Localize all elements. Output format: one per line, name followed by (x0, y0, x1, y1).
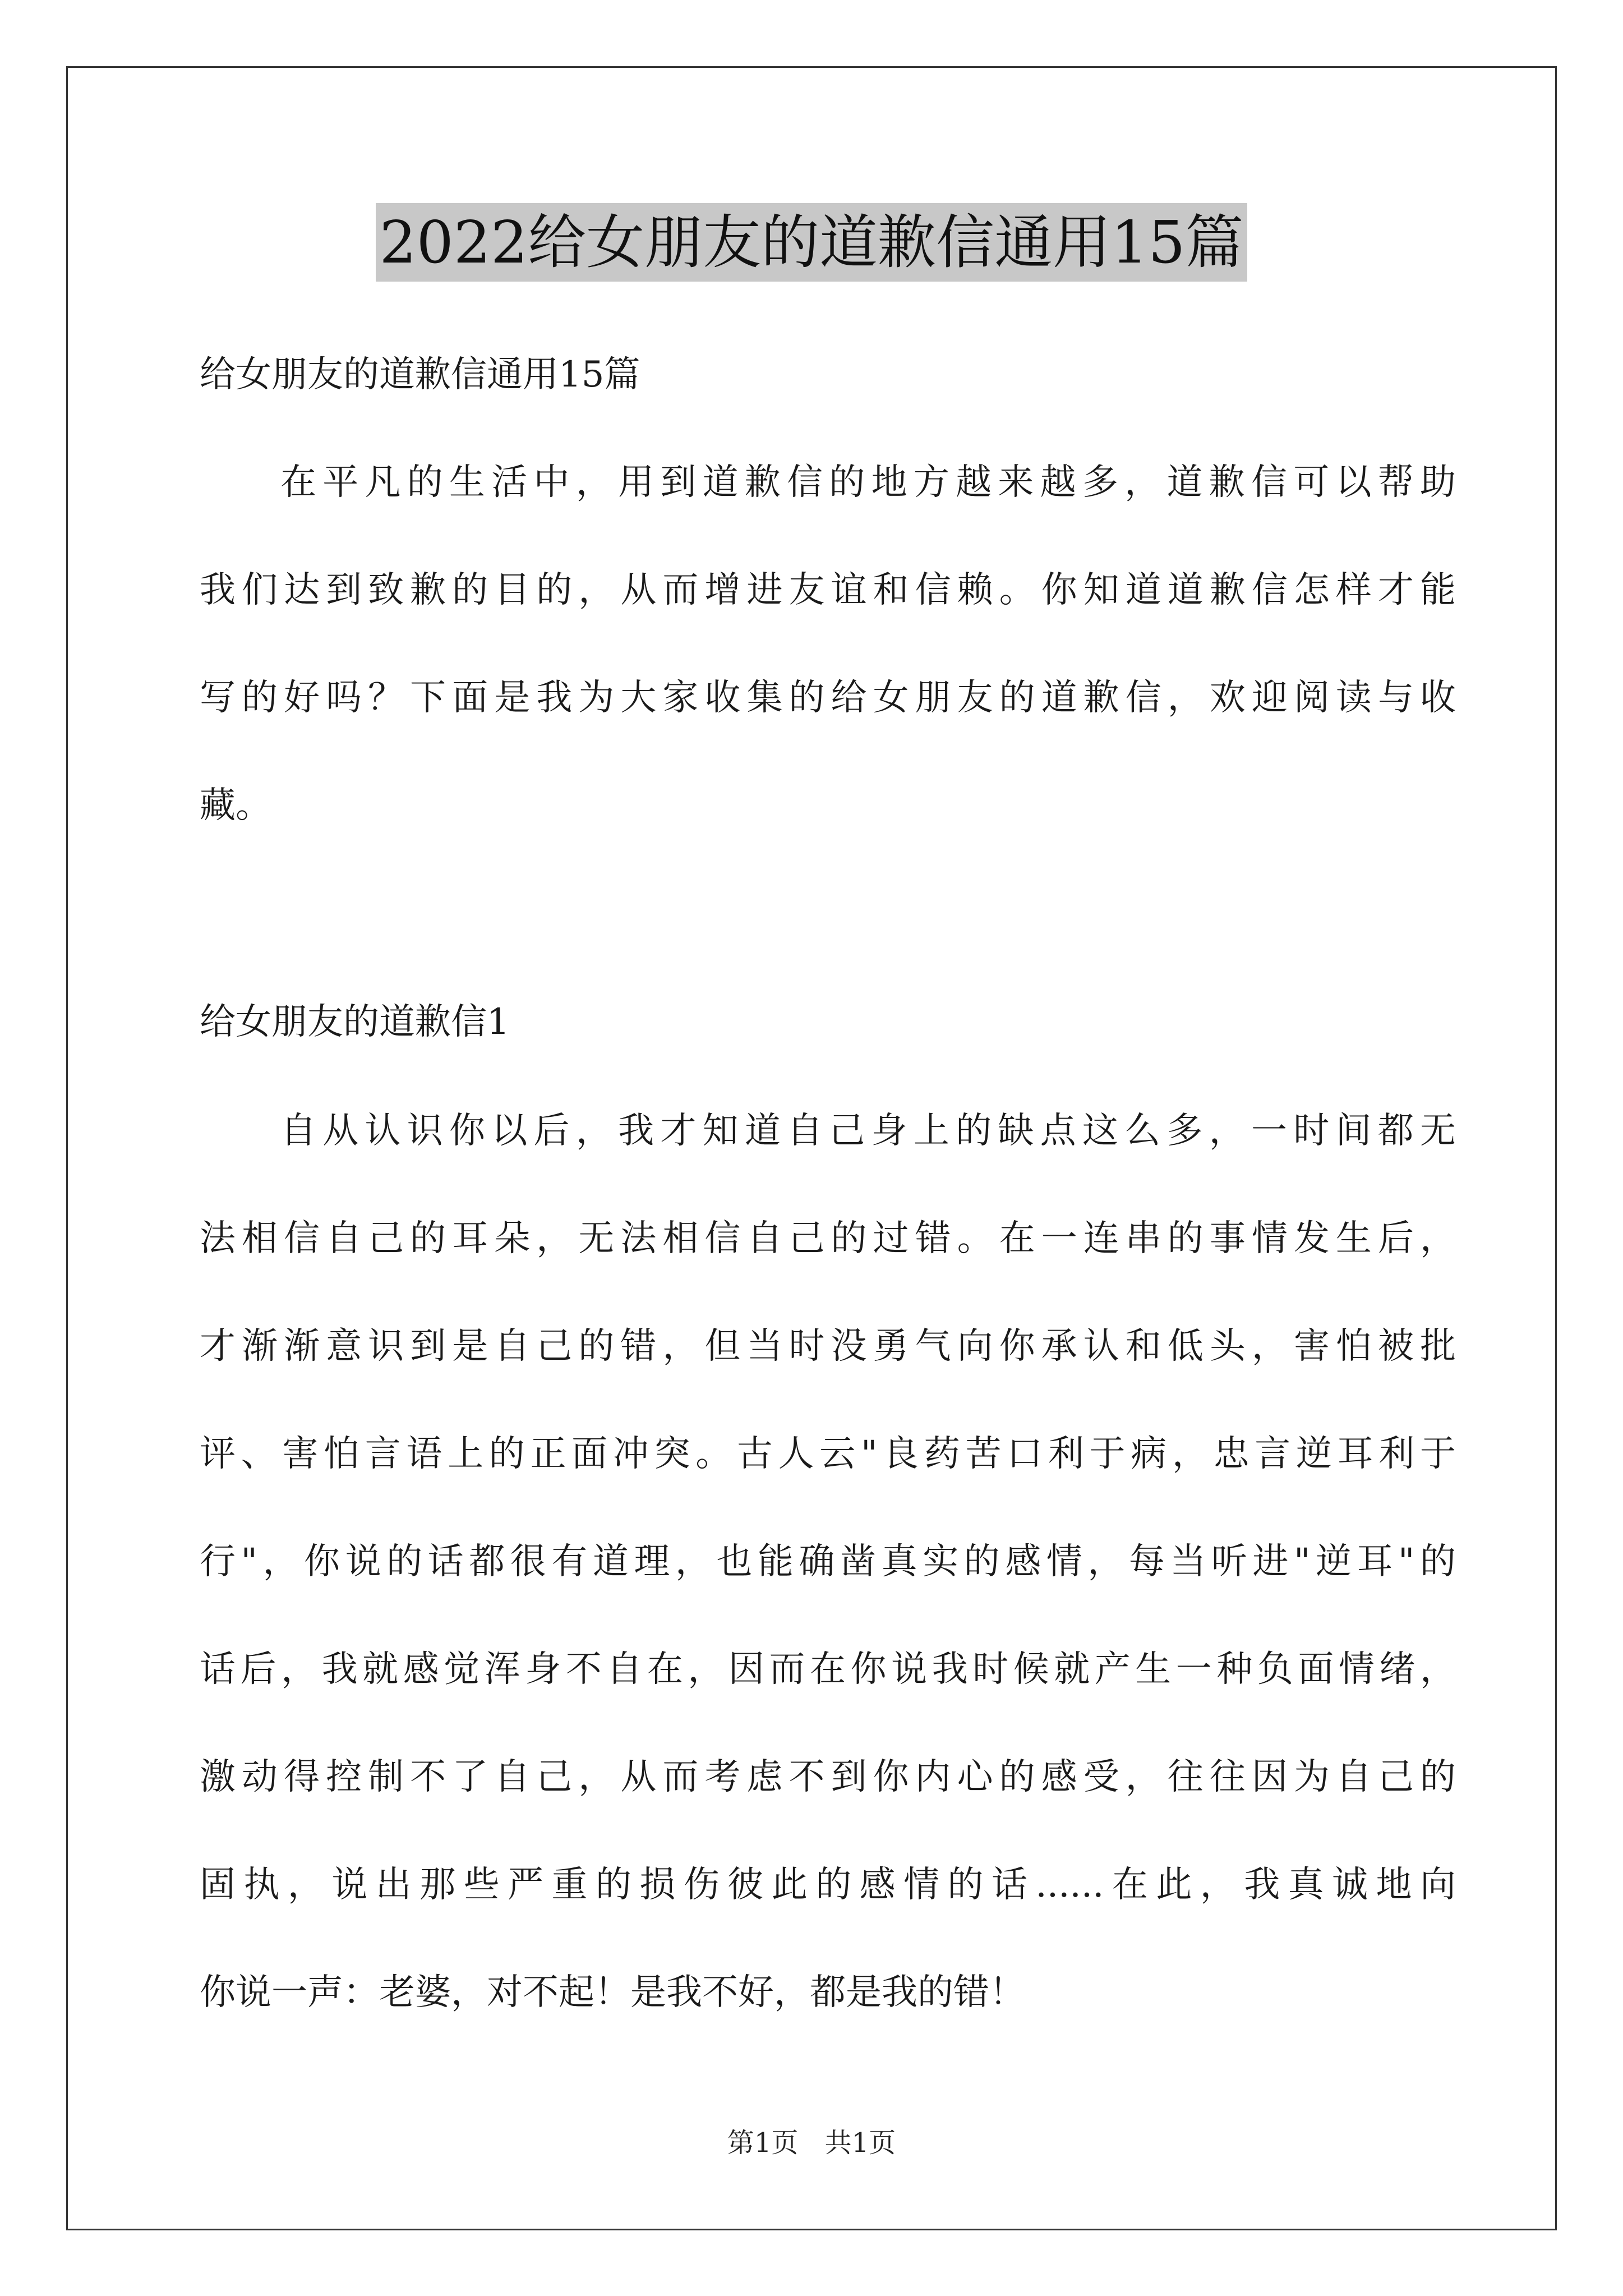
document-subtitle: 给女朋友的道歉信通用15篇 (200, 354, 640, 395)
title-container (0, 203, 1623, 282)
intro-line: 藏。 (200, 785, 271, 826)
page-total: 共1页 (824, 2127, 896, 2159)
intro-line: 在平凡的生活中，用到道歉信的地方越来越多，道歉信可以帮助 (280, 462, 1456, 503)
page-number: 第1页 (727, 2127, 799, 2159)
body-line: 自从认识你以后，我才知道自己身上的缺点这么多，一时间都无 (280, 1110, 1456, 1152)
intro-line: 写的好吗？下面是我为大家收集的给女朋友的道歉信，欢迎阅读与收 (200, 677, 1456, 719)
body-line: 固执，说出那些严重的损伤彼此的感情的话......在此，我真诚地向 (200, 1864, 1456, 1906)
body-line: 你说一声：老婆，对不起！是我不好，都是我的错！ (200, 1972, 1025, 2013)
intro-line: 我们达到致歉的目的，从而增进友谊和信赖。你知道道歉信怎样才能 (200, 569, 1456, 611)
document-title: 2022给女朋友的道歉信通用15篇 (376, 203, 1247, 282)
body-line: 话后，我就感觉浑身不自在，因而在你说我时候就产生一种负面情绪， (200, 1649, 1456, 1690)
body-line: 激动得控制不了自己，从而考虑不到你内心的感受，往往因为自己的 (200, 1756, 1456, 1798)
body-line: 法相信自己的耳朵，无法相信自己的过错。在一连串的事情发生后， (200, 1218, 1456, 1259)
body-line: 行"，你说的话都很有道理，也能确凿真实的感情，每当听进"逆耳"的 (200, 1541, 1456, 1582)
body-line: 才渐渐意识到是自己的错，但当时没勇气向你承认和低头，害怕被批 (200, 1326, 1456, 1367)
section-heading: 给女朋友的道歉信1 (200, 1001, 510, 1043)
page-footer (0, 2126, 1623, 2160)
body-line: 评、害怕言语上的正面冲突。古人云"良药苦口利于病，忠言逆耳利于 (200, 1433, 1456, 1475)
